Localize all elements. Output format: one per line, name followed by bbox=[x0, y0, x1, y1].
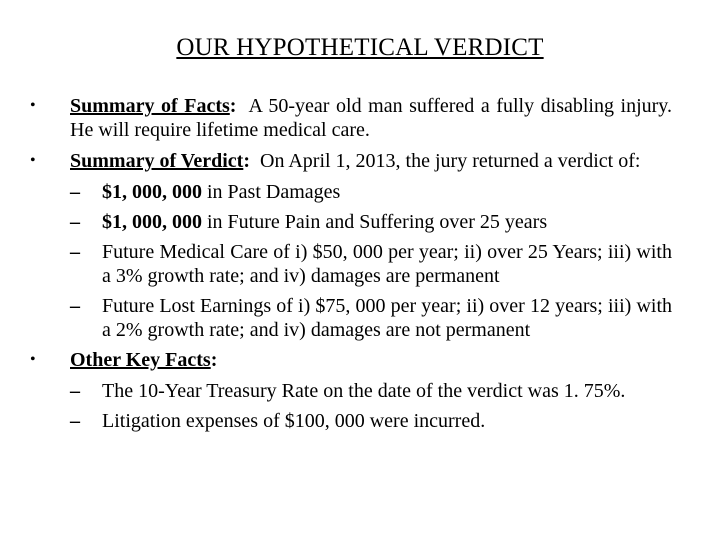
facts-label: Summary of Facts bbox=[70, 95, 230, 117]
dash-marker: – bbox=[70, 295, 80, 317]
bullet-other-key-facts bbox=[30, 348, 672, 372]
verdict-sub-item bbox=[30, 210, 672, 234]
verdict-label: Summary of Verdict bbox=[70, 150, 244, 172]
other-sub-item bbox=[30, 409, 672, 433]
other-sub-item bbox=[30, 379, 672, 403]
verdict-item-text: Future Lost Earnings of i) $75, 000 per year; ii) over 12 years; iii) with a 2% growth rate; and iv) damages are not permanent bbox=[102, 295, 672, 341]
dash-marker: – bbox=[70, 410, 80, 432]
verdict-text: On April 1, 2013, the jury returned a verdict of: bbox=[260, 150, 641, 172]
bullet-summary-of-verdict bbox=[30, 149, 672, 173]
dash-marker: – bbox=[70, 380, 80, 402]
verdict-item-text: in Future Pain and Suffering over 25 years bbox=[202, 211, 548, 233]
bullet-marker: • bbox=[30, 351, 36, 368]
verdict-item-text: Future Medical Care of i) $50, 000 per year; ii) over 25 Years; iii) with a 3% growth rate; and iv) damages are permanent bbox=[102, 241, 672, 287]
slide-body bbox=[30, 94, 672, 439]
verdict-item-text: in Past Damages bbox=[202, 181, 341, 203]
verdict-sub-item bbox=[30, 180, 672, 204]
facts-text: A 50-year old man suffered a fully disabling injury. He will require lifetime medical care. bbox=[70, 95, 673, 141]
verdict-amount: $1, 000, 000 bbox=[102, 181, 202, 203]
bullet-marker: • bbox=[30, 152, 36, 169]
dash-marker: – bbox=[70, 211, 80, 233]
other-item-text: Litigation expenses of $100, 000 were incurred. bbox=[102, 410, 486, 432]
verdict-amount: $1, 000, 000 bbox=[102, 211, 202, 233]
other-label: Other Key Facts bbox=[70, 349, 211, 371]
dash-marker: – bbox=[70, 241, 80, 263]
verdict-sub-item bbox=[30, 294, 672, 342]
verdict-colon: : bbox=[243, 150, 250, 172]
bullet-marker: • bbox=[30, 97, 36, 114]
verdict-sub-item bbox=[30, 240, 672, 288]
slide-title: OUR HYPOTHETICAL VERDICT bbox=[176, 34, 544, 61]
dash-marker: – bbox=[70, 181, 80, 203]
facts-colon: : bbox=[229, 95, 237, 117]
bullet-summary-of-facts bbox=[30, 94, 672, 142]
other-colon: : bbox=[210, 349, 218, 371]
other-item-text: The 10-Year Treasury Rate on the date of the verdict was 1. 75%. bbox=[102, 380, 626, 402]
